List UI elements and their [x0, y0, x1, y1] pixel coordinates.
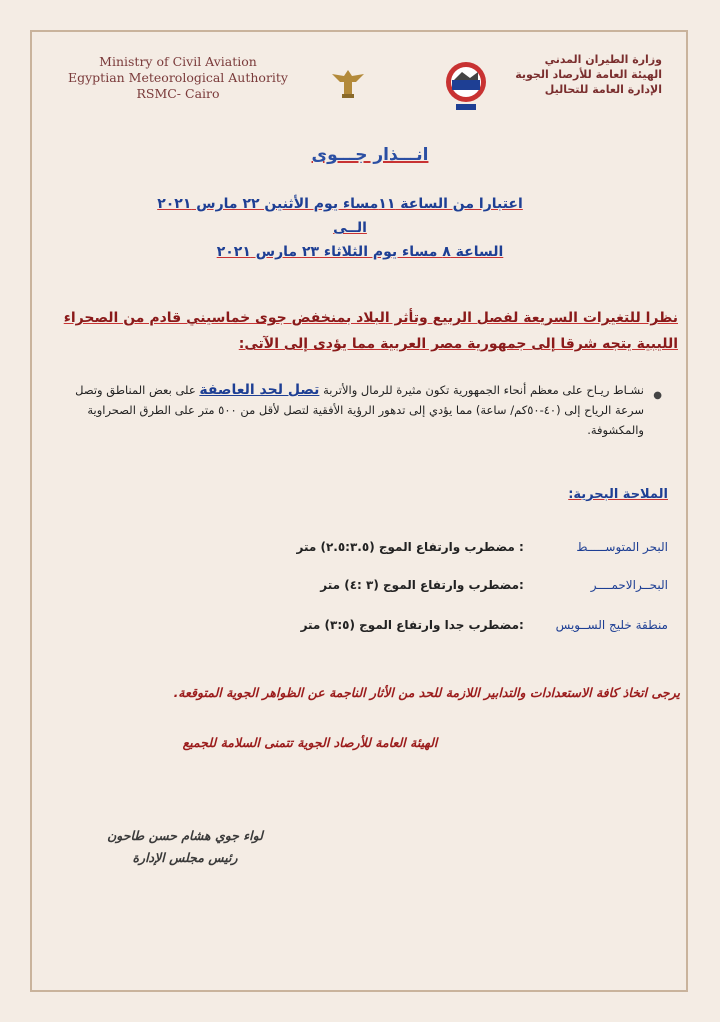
sea-status: :مضطرب وارتفاع الموج (٣ :٤) متر — [320, 578, 524, 592]
signature-block — [60, 825, 310, 869]
sea-name: البحــرالاحمــــر — [590, 578, 668, 592]
bullet-text-1: نشـاط ريـاح على معظم أنحاء الجمهورية تكون مثيرة للرمال والأتربة — [323, 383, 644, 397]
header-en-line: Ministry of Civil Aviation — [99, 54, 257, 69]
bullet-item — [48, 380, 662, 440]
signature-role: رئيس مجلس الإدارة — [132, 850, 238, 865]
bullet-dot-icon: ● — [653, 390, 662, 401]
eagle-emblem-icon — [328, 66, 368, 102]
period-to-word: الــى — [333, 220, 367, 236]
header-en-line: Egyptian Meteorological Authority — [67, 70, 288, 85]
sea-row — [297, 540, 669, 554]
sea-status: : مضطرب وارتفاع الموج (٢.٥:٣.٥) متر — [296, 540, 524, 554]
bullet-text-2: على بعض المناطق وتصل سرعة الرياح إلى (٤٠-٥٠كم/ ساعة) مما يؤدي إلى تدهور الرؤية الأفقية لتصل لأقل من ٥٠٠ متر على الطرق الصحراوية والمكشوفة. — [75, 383, 644, 437]
english-header — [48, 54, 308, 102]
sea-row — [320, 578, 668, 592]
header-ar-line: الهيئة العامة للأرصاد الجوية — [515, 68, 662, 81]
sea-name: البحر المتوســـــط — [576, 540, 668, 554]
arabic-header — [462, 52, 662, 97]
header-ar-line: وزارة الطيران المدني — [544, 53, 662, 66]
signature-name: لواء جوي هشام حسن طاحون — [107, 828, 263, 843]
header-ar-line: الإدارة العامة للتحاليل — [544, 83, 662, 96]
warning-title: انـــذار جـــوى — [311, 145, 429, 165]
header-en-line: RSMC- Cairo — [136, 86, 220, 101]
bullet-emphasis: تصل لحد العاصفة — [199, 382, 320, 398]
navigation-heading: الملاحة البحرية: — [568, 487, 668, 502]
sea-name: منطقة خليج الســويس — [555, 618, 668, 632]
precaution-note: يرجى اتخاذ كافة الاستعدادات والتدابير اللازمة للحد من الأثار الناجمة عن الظواهر الجوية المتوقعة. — [173, 685, 680, 700]
safety-wish: الهيئة العامة للأرصاد الجوية تتمنى السلامة للجميع — [182, 735, 438, 750]
period-until: الساعة ٨ مساء يوم الثلاثاء ٢٣ مارس ٢٠٢١ — [216, 244, 504, 260]
sea-status: :مضطرب جدا وارتفاع الموج (٣:٥) متر — [300, 618, 524, 632]
sea-row — [301, 618, 668, 632]
period-from: اعتبارا من الساعة ١١مساء يوم الأثنين ٢٢ مارس ٢٠٢١ — [157, 196, 523, 212]
intro-paragraph: نظرا للتغيرات السريعة لفصل الربيع وتأثر البلاد بمنخفض جوى خماسيني قادم من الصحراء الليبية يتجه شرقا إلى جمهورية مصر العربية مما يؤدى إلى الآتى: — [63, 310, 678, 352]
